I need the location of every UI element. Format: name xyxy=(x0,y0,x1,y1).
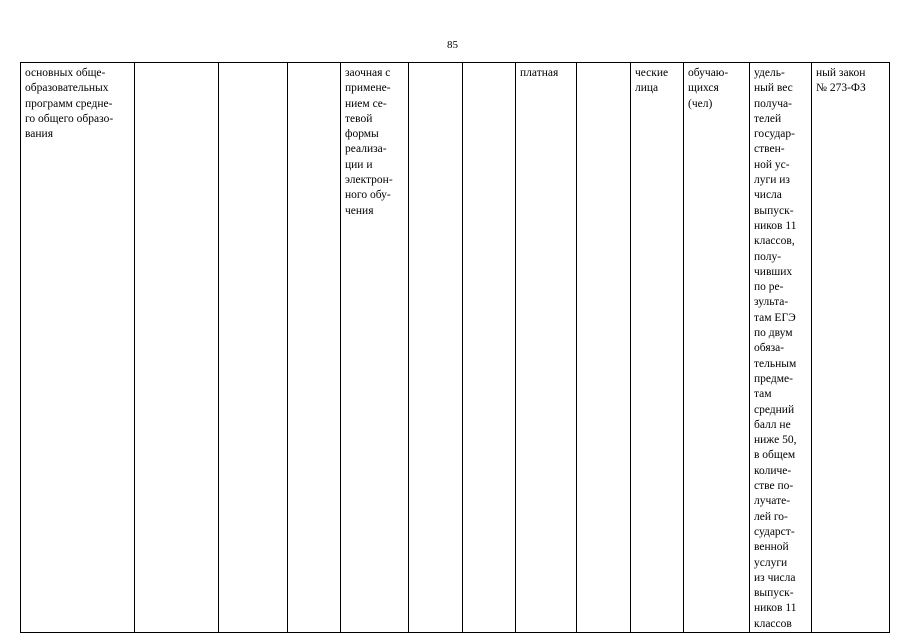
table-cell-9 xyxy=(577,63,631,633)
table-row xyxy=(21,63,890,633)
table-cell-4 xyxy=(288,63,341,633)
document-table xyxy=(20,62,890,633)
table-cell-law: ный закон № 273-ФЗ xyxy=(812,63,890,633)
table-cell-2 xyxy=(135,63,219,633)
table-cell-form: заочная с примене- нием се- тевой формы реализа- ции и электрон- ного обу- чения xyxy=(341,63,409,633)
table-cell-consumers: ческие лица xyxy=(631,63,684,633)
page-number: 85 xyxy=(447,39,458,51)
table-cell-unit: обучаю- щихся (чел) xyxy=(684,63,750,633)
table-cell-6 xyxy=(409,63,463,633)
table-cell-3 xyxy=(219,63,288,633)
table-cell-7 xyxy=(463,63,516,633)
table-cell-indicator: удель- ный вес получа- телей государ- ствен- ной ус- луги из числа выпуск- ников 11 классов, полу- чивших по ре- зульта- там ЕГЭ по двум обяза- тельным предме- там средний балл не ниже 50, в общем количе- стве по- лучате- лей го- сударст- венной услуги из числа выпуск- ников 11 классов xyxy=(750,63,812,633)
table-cell-payment: платная xyxy=(516,63,577,633)
table-cell-program: основных обще- образовательных программ средне- го общего образо- вания xyxy=(21,63,135,633)
